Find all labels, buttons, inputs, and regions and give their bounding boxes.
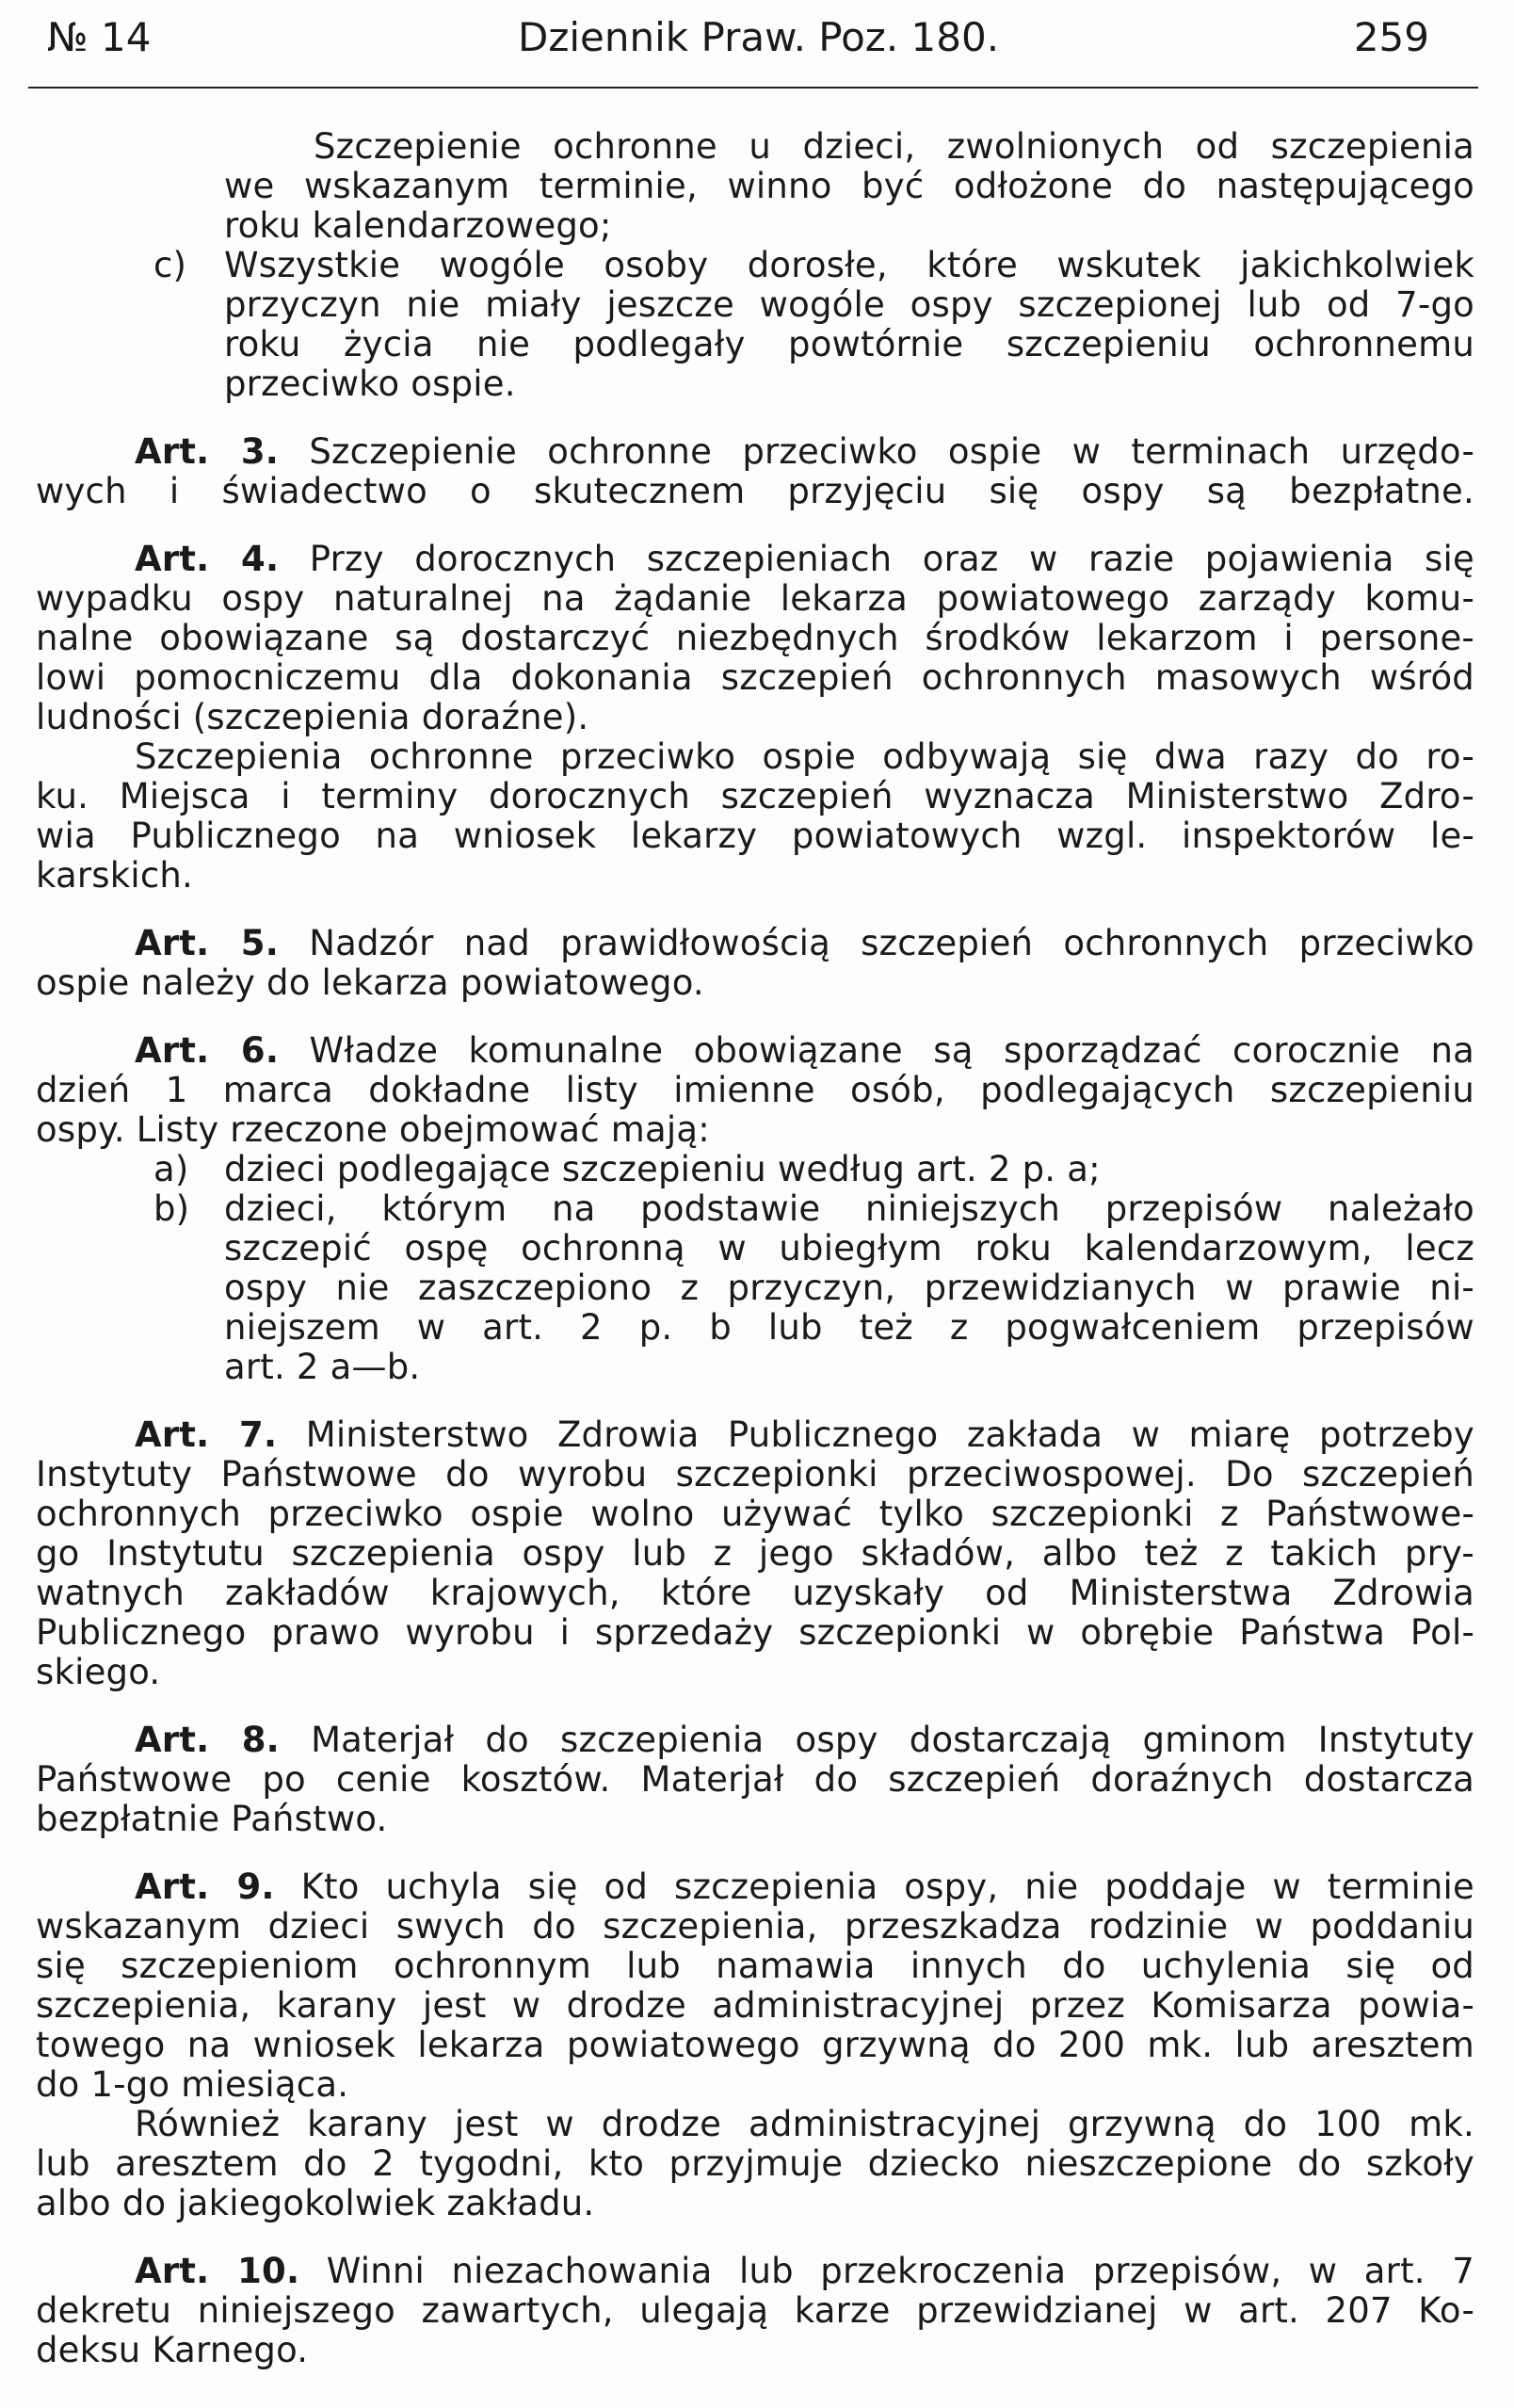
text-line: deksu Karnego. — [36, 2330, 309, 2370]
text-line: Również karany jest w drodze administracyjnej grzywną do 100 mk. — [135, 2104, 1474, 2144]
text-line: roku życia nie podlegały powtórnie szczepieniu ochronnemu — [224, 324, 1474, 364]
issue-number: № 14 — [47, 14, 152, 60]
text-line: wskazanym dzieci swych do szczepienia, przeszkadza rodzinie w poddaniu — [36, 1906, 1474, 1947]
article-5 — [36, 924, 1474, 1003]
text-line: roku kalendarzowego; — [224, 205, 612, 246]
text-line: towego na wniosek lekarza powiatowego grzywną do 200 mk. lub aresztem — [36, 2025, 1474, 2065]
article-4 — [36, 540, 1474, 896]
text-line: dzieci podlegające szczepieniu według art. 2 p. a; — [224, 1149, 1101, 1189]
text-line: we wskazanym terminie, winno być odłożone do następującego — [224, 166, 1474, 206]
text-line: ospie należy do lekarza powiatowego. — [36, 962, 704, 1003]
text-line: szczepić ospę ochronną w ubiegłym roku kalendarzowym, lecz — [224, 1228, 1474, 1269]
article-label: Art. 3. — [135, 431, 280, 472]
continuation-paragraph — [36, 127, 1474, 246]
article-first-line: Art. 8. Materjał do szczepienia ospy dostarczają gminom Instytuty — [135, 1720, 1474, 1760]
text-line: przyczyn nie miały jeszcze wogóle ospy szczepionej lub od 7-go — [224, 284, 1474, 325]
text-line: wypadku ospy naturalnej na żądanie lekarza powiatowego zarządy komu- — [36, 578, 1474, 619]
text-line: art. 2 a—b. — [224, 1347, 421, 1387]
article-first-line: Art. 4. Przy dorocznych szczepieniach oraz w razie pojawienia się — [135, 539, 1474, 579]
article-label: Art. 6. — [135, 1030, 280, 1071]
text-line: ospy nie zaszczepiono z przyczyn, przewidzianych w prawie ni- — [224, 1268, 1474, 1308]
text-line: przeciwko ospie. — [224, 364, 516, 404]
list-marker: a) — [153, 1149, 189, 1189]
text-line: skiego. — [36, 1652, 161, 1692]
article-label: Art. 9. — [135, 1867, 275, 1907]
article-label: Art. 8. — [135, 1720, 280, 1760]
list-item-b — [36, 1189, 1474, 1387]
text-line: ludności (szczepienia doraźne). — [36, 697, 589, 737]
page-header — [47, 8, 1467, 68]
text-line: go Instytutu szczepienia ospy lub z jego składów, albo też z takich pry- — [36, 1533, 1474, 1574]
article-first-line: Art. 7. Ministerstwo Zdrowia Publicznego zakłada w miarę potrzeby — [135, 1414, 1474, 1455]
list-item-c — [36, 246, 1474, 404]
text-line: szczepienia, karany jest w drodze administracyjnej przez Komisarza powia- — [36, 1985, 1474, 2026]
article-label: Art. 7. — [135, 1414, 278, 1455]
text-line: ospy. Listy rzeczone obejmować mają: — [36, 1109, 710, 1150]
text-line: Szczepienie ochronne u dzieci, zwolnionych od szczepienia — [314, 126, 1474, 167]
text-line: lub aresztem do 2 tygodni, kto przyjmuje dziecko nieszczepione do szkoły — [36, 2143, 1474, 2184]
article-7 — [36, 1415, 1474, 1692]
article-first-line: Art. 6. Władze komunalne obowiązane są sporządzać corocznie na — [135, 1030, 1474, 1071]
text-line: Publicznego prawo wyrobu i sprzedaży szczepionki w obrębie Państwa Pol- — [36, 1612, 1474, 1653]
text-line: dekretu niniejszego zawartych, ulegają karze przewidzianej w art. 207 Ko- — [36, 2290, 1474, 2331]
article-first-line: Art. 9. Kto uchyla się od szczepienia ospy, nie poddaje w terminie — [135, 1867, 1474, 1907]
article-label: Art. 10. — [135, 2251, 300, 2291]
text-line: niejszem w art. 2 p. b lub też z pogwałceniem przepisów — [224, 1307, 1474, 1348]
article-first-line: Art. 10. Winni niezachowania lub przekroczenia przepisów, w art. 7 — [135, 2251, 1475, 2291]
text-line: albo do jakiegokolwiek zakładu. — [36, 2183, 595, 2223]
list-marker: b) — [153, 1188, 190, 1229]
text-line: wia Publicznego na wniosek lekarzy powiatowych wzgl. inspektorów le- — [36, 816, 1474, 856]
text-line: karskich. — [36, 855, 193, 896]
text-line: wych i świadectwo o skutecznem przyjęciu się ospy są bezpłatne. — [36, 471, 1474, 511]
text-line: nalne obowiązane są dostarczyć niezbędnych środków lekarzom i persone- — [36, 618, 1474, 658]
article-first-line: Art. 5. Nadzór nad prawidłowością szczepień ochronnych przeciwko — [135, 923, 1474, 963]
article-label: Art. 5. — [135, 923, 279, 963]
text-line: Wszystkie wogóle osoby dorosłe, które wskutek jakichkolwiek — [224, 245, 1474, 285]
article-label: Art. 4. — [135, 539, 280, 579]
text-line: lowi pomocniczemu dla dokonania szczepień ochronnych masowych wśród — [36, 657, 1474, 698]
text-line: dzieci, którym na podstawie niniejszych przepisów należało — [224, 1188, 1474, 1229]
text-line: ochronnych przeciwko ospie wolno używać tylko szczepionki z Państwowe- — [36, 1494, 1474, 1534]
text-line: do 1-go miesiąca. — [36, 2064, 349, 2105]
text-line: Szczepienia ochronne przeciwko ospie odbywają się dwa razy do ro- — [135, 736, 1474, 777]
text-line: bezpłatnie Państwo. — [36, 1799, 388, 1839]
article-first-line: Art. 3. Szczepienie ochronne przeciwko ospie w terminach urzędo- — [135, 431, 1474, 472]
list-item-a — [36, 1150, 1474, 1189]
text-line: dzień 1 marca dokładne listy imienne osób, podlegających szczepieniu — [36, 1070, 1474, 1110]
text-line: ku. Miejsca i terminy dorocznych szczepień wyznacza Ministerstwo Zdro- — [36, 776, 1474, 816]
header-rule — [28, 87, 1478, 89]
document-body — [36, 127, 1474, 2370]
page-number: 259 — [1353, 14, 1429, 60]
text-line: się szczepieniom ochronnym lub namawia innych do uchylenia się od — [36, 1946, 1474, 1986]
text-line: Instytuty Państwowe do wyrobu szczepionki przeciwospowej. Do szczepień — [36, 1454, 1474, 1495]
text-line: watnych zakładów krajowych, które uzyskały od Ministerstwa Zdrowia — [36, 1573, 1474, 1613]
article-10 — [36, 2252, 1474, 2370]
list-marker: c) — [153, 245, 187, 285]
text-line: Państwowe po cenie kosztów. Materjał do szczepień doraźnych dostarcza — [36, 1759, 1474, 1800]
article-8 — [36, 1721, 1474, 1839]
journal-title: Dziennik Praw. Poz. 180. — [518, 14, 1000, 60]
article-6 — [36, 1031, 1474, 1387]
article-9 — [36, 1867, 1474, 2223]
article-3 — [36, 432, 1474, 511]
